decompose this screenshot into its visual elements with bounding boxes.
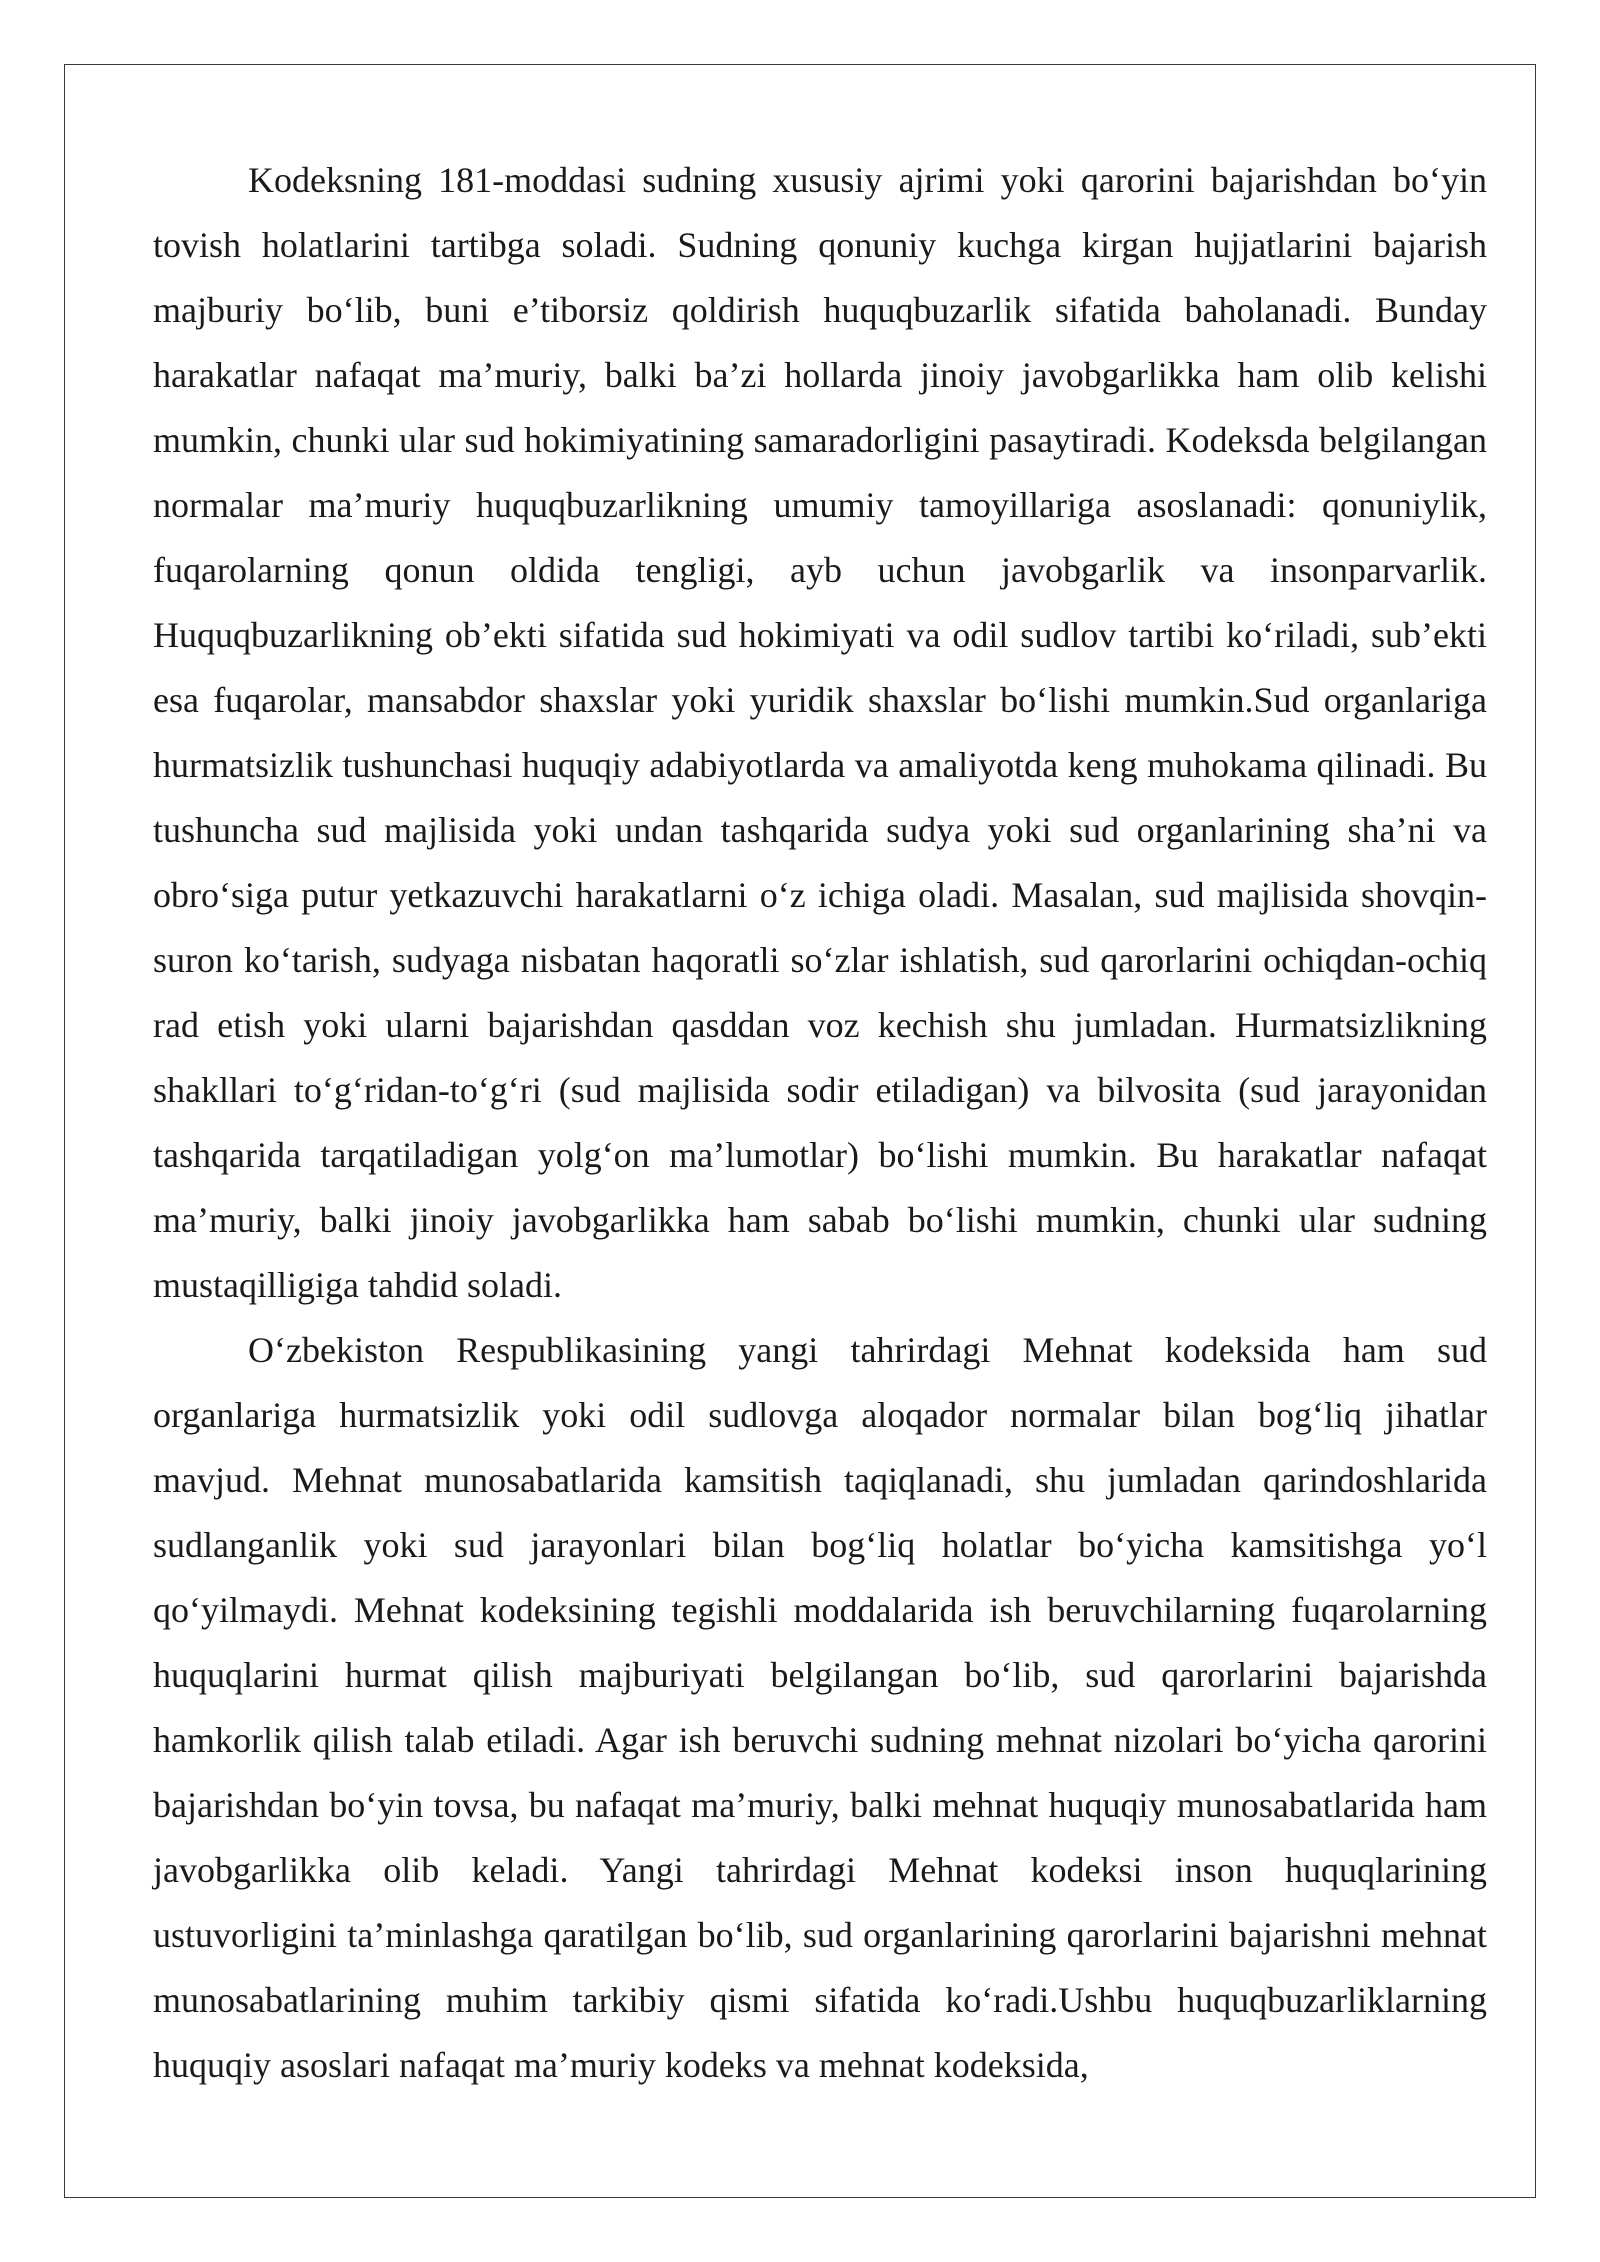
document-body bbox=[153, 148, 1487, 2098]
paragraph: Kodeksning 181-moddasi sudning xususiy ajrimi yoki qarorini bajarishdan bo‘yin tovish holatlarini tartibga soladi. Sudning qonuniy kuchga kirgan hujjatlarini bajarish majburiy bo‘lib, buni e’tiborsiz qoldirish huquqbuzarlik sifatida baholanadi. Bunday harakatlar nafaqat ma’muriy, balki ba’zi hollarda jinoiy javobgarlikka ham olib kelishi mumkin, chunki ular sud hokimiyatining samaradorligini pasaytiradi. Kodeksda belgilangan normalar ma’muriy huquqbuzarlikning umumiy tamoyillariga asoslanadi: qonuniylik, fuqarolarning qonun oldida tengligi, ayb uchun javobgarlik va insonparvarlik. Huquqbuzarlikning ob’ekti sifatida sud hokimiyati va odil sudlov tartibi ko‘riladi, sub’ekti esa fuqarolar, mansabdor shaxslar yoki yuridik shaxslar bo‘lishi mumkin.Sud organlariga hurmatsizlik tushunchasi huquqiy adabiyotlarda va amaliyotda keng muhokama qilinadi. Bu tushuncha sud majlisida yoki undan tashqarida sudya yoki sud organlarining sha’ni va obro‘siga putur yetkazuvchi harakatlarni o‘z ichiga oladi. Masalan, sud majlisida shovqin-suron ko‘tarish, sudyaga nisbatan haqoratli so‘zlar ishlatish, sud qarorlarini ochiqdan-ochiq rad etish yoki ularni bajarishdan qasddan voz kechish shu jumladan. Hurmatsizlikning shakllari to‘g‘ridan-to‘g‘ri (sud majlisida sodir etiladigan) va bilvosita (sud jarayonidan tashqarida tarqatiladigan yolg‘on ma’lumotlar) bo‘lishi mumkin. Bu harakatlar nafaqat ma’muriy, balki jinoiy javobgarlikka ham sabab bo‘lishi mumkin, chunki ular sudning mustaqilligiga tahdid soladi. bbox=[153, 160, 1487, 1305]
paragraph: O‘zbekiston Respublikasining yangi tahrirdagi Mehnat kodeksida ham sud organlariga hurmatsizlik yoki odil sudlovga aloqador normalar bilan bog‘liq jihatlar mavjud. Mehnat munosabatlarida kamsitish taqiqlanadi, shu jumladan qarindoshlarida sudlanganlik yoki sud jarayonlari bilan bog‘liq holatlar bo‘yicha kamsitishga yo‘l qo‘yilmaydi. Mehnat kodeksining tegishli moddalarida ish beruvchilarning fuqarolarning huquqlarini hurmat qilish majburiyati belgilangan bo‘lib, sud qarorlarini bajarishda hamkorlik qilish talab etiladi. Agar ish beruvchi sudning mehnat nizolari bo‘yicha qarorini bajarishdan bo‘yin tovsa, bu nafaqat ma’muriy, balki mehnat huquqiy munosabatlarida ham javobgarlikka olib keladi. Yangi tahrirdagi Mehnat kodeksi inson huquqlarining ustuvorligini ta’minlashga qaratilgan bo‘lib, sud organlarining qarorlarini bajarishni mehnat munosabatlarining muhim tarkibiy qismi sifatida ko‘radi.Ushbu huquqbuzarliklarning huquqiy asoslari nafaqat ma’muriy kodeks va mehnat kodeksida, bbox=[153, 1330, 1487, 2085]
